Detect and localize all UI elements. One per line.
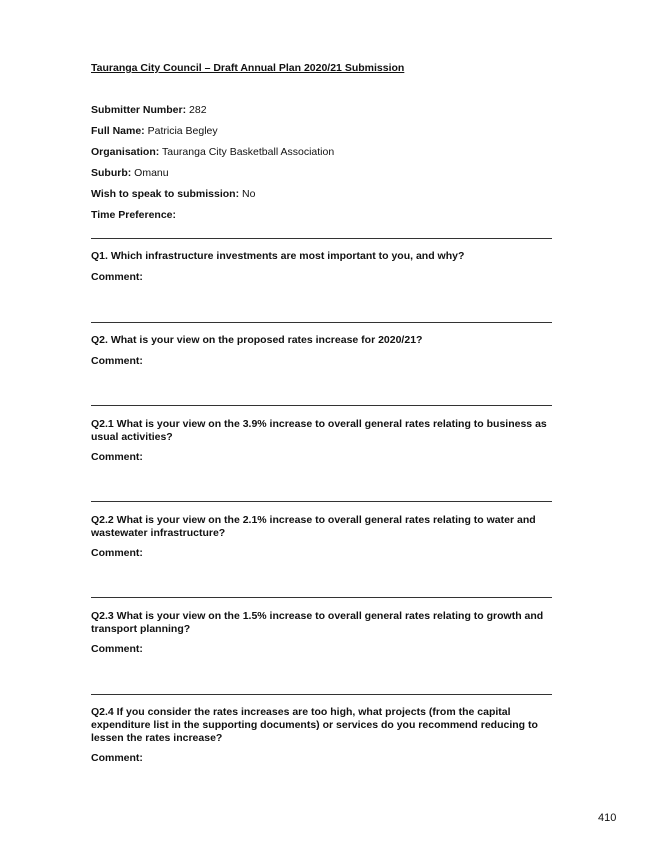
- question-q2-4: Q2.4 If you consider the rates increases are too high, what projects (from the capital expenditure list in the supporting documents) or services do you recommend reducing to lessen the rates increase?: [91, 706, 538, 744]
- divider: [91, 694, 552, 695]
- comment-label-q2-4: Comment:: [91, 752, 143, 764]
- suburb-row: [91, 167, 169, 180]
- full-name-value: Patricia Begley: [147, 125, 218, 137]
- comment-label-q2-2: Comment:: [91, 547, 143, 559]
- speak-label: Wish to speak to submission:: [91, 188, 240, 200]
- organisation-row: [91, 146, 334, 159]
- organisation-label: Organisation:: [91, 146, 160, 158]
- speak-value: No: [242, 188, 256, 200]
- question-q2-3: Q2.3 What is your view on the 1.5% increase to overall general rates relating to growth and transport planning?: [91, 610, 544, 635]
- divider: [91, 238, 552, 239]
- question-q1: Q1. Which infrastructure investments are most important to you, and why?: [91, 250, 465, 262]
- question-q2: Q2. What is your view on the proposed rates increase for 2020/21?: [91, 334, 423, 346]
- submitter-number-value: 282: [189, 104, 207, 116]
- divider: [91, 322, 552, 323]
- comment-label-q1: Comment:: [91, 271, 143, 283]
- page-number: 410: [598, 812, 617, 824]
- time-preference-label: Time Preference:: [91, 209, 177, 221]
- full-name-row: [91, 125, 218, 138]
- full-name-label: Full Name:: [91, 125, 145, 137]
- comment-label-q2-3: Comment:: [91, 643, 143, 655]
- organisation-value: Tauranga City Basketball Association: [162, 146, 335, 158]
- submitter-number-row: [91, 104, 207, 117]
- divider: [91, 597, 552, 598]
- document-title: Tauranga City Council – Draft Annual Plan 2020/21 Submission: [91, 62, 405, 74]
- speak-row: [91, 188, 255, 201]
- question-q2-1: Q2.1 What is your view on the 3.9% increase to overall general rates relating to business as usual activities?: [91, 418, 547, 443]
- question-q2-2: Q2.2 What is your view on the 2.1% increase to overall general rates relating to water and wastewater infrastructure?: [91, 514, 536, 539]
- suburb-value: Omanu: [134, 167, 169, 179]
- suburb-label: Suburb:: [91, 167, 132, 179]
- time-preference-row: [91, 209, 176, 222]
- divider: [91, 405, 552, 406]
- comment-label-q2-1: Comment:: [91, 451, 143, 463]
- comment-label-q2: Comment:: [91, 355, 143, 367]
- divider: [91, 501, 552, 502]
- submitter-number-label: Submitter Number:: [91, 104, 187, 116]
